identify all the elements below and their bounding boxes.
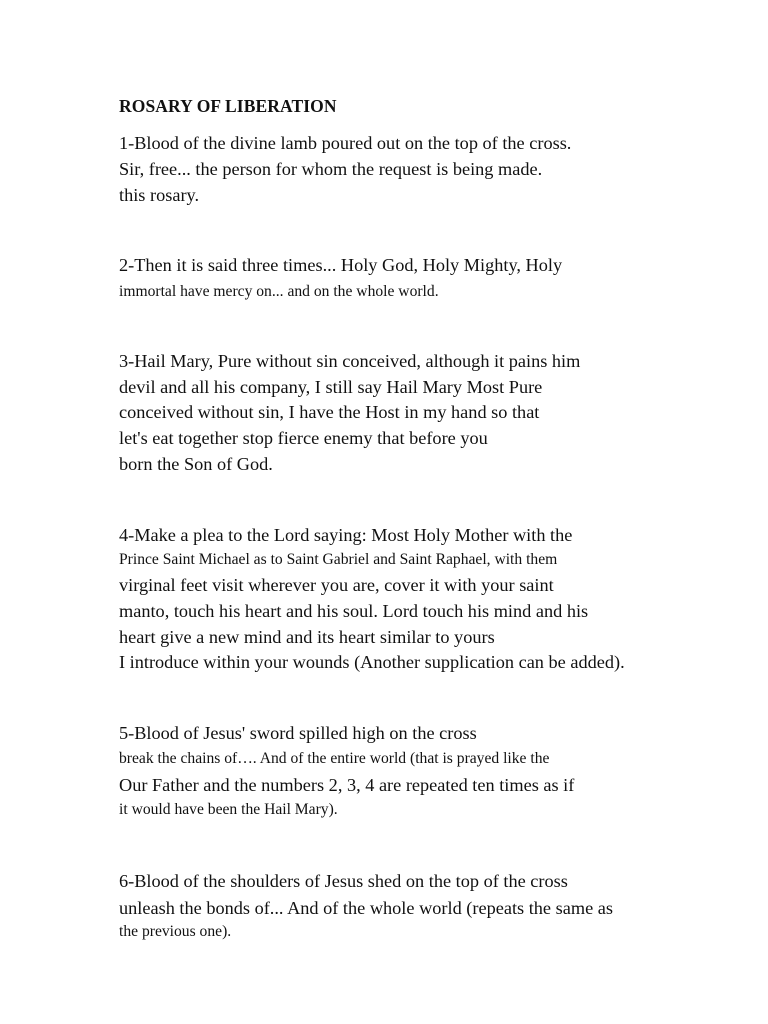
section-6-line-3: the previous one). <box>119 923 232 940</box>
section-2-line-2: immortal have mercy on... and on the whole world. <box>119 283 439 300</box>
section-4-line-1: 4-Make a plea to the Lord saying: Most Holy Mother with the <box>119 525 573 545</box>
section-4-line-3: virginal feet visit wherever you are, cover it with your saint <box>119 575 554 595</box>
section-4-line-6: I introduce within your wounds (Another supplication can be added). <box>119 652 625 672</box>
section-4-line-5: heart give a new mind and its heart similar to yours <box>119 627 495 647</box>
section-2-line-1: 2-Then it is said three times... Holy God, Holy Mighty, Holy <box>119 255 563 275</box>
section-3-line-3: conceived without sin, I have the Host in my hand so that <box>119 402 540 422</box>
section-4-line-4: manto, touch his heart and his soul. Lord touch his mind and his <box>119 601 589 621</box>
section-3-line-1: 3-Hail Mary, Pure without sin conceived, although it pains him <box>119 351 581 371</box>
section-6-line-2: unleash the bonds of... And of the whole world (repeats the same as <box>119 898 613 918</box>
section-3-line-5: born the Son of God. <box>119 454 273 474</box>
section-4-line-2: Prince Saint Michael as to Saint Gabriel and Saint Raphael, with them <box>119 551 558 568</box>
section-1-line-2: Sir, free... the person for whom the request is being made. <box>119 159 543 179</box>
section-3-line-4: let's eat together stop fierce enemy that before you <box>119 428 488 448</box>
section-1-line-3: this rosary. <box>119 185 200 205</box>
document-title: ROSARY OF LIBERATION <box>119 96 337 116</box>
section-5-line-3: Our Father and the numbers 2, 3, 4 are repeated ten times as if <box>119 775 575 795</box>
section-5-line-1: 5-Blood of Jesus' sword spilled high on the cross <box>119 723 477 743</box>
section-5-line-4: it would have been the Hail Mary). <box>119 801 338 818</box>
section-3-line-2: devil and all his company, I still say Hail Mary Most Pure <box>119 377 543 397</box>
section-5-line-2: break the chains of…. And of the entire world (that is prayed like the <box>119 750 550 767</box>
section-6-line-1: 6-Blood of the shoulders of Jesus shed on the top of the cross <box>119 871 568 891</box>
section-1-line-1: 1-Blood of the divine lamb poured out on the top of the cross. <box>119 133 572 153</box>
